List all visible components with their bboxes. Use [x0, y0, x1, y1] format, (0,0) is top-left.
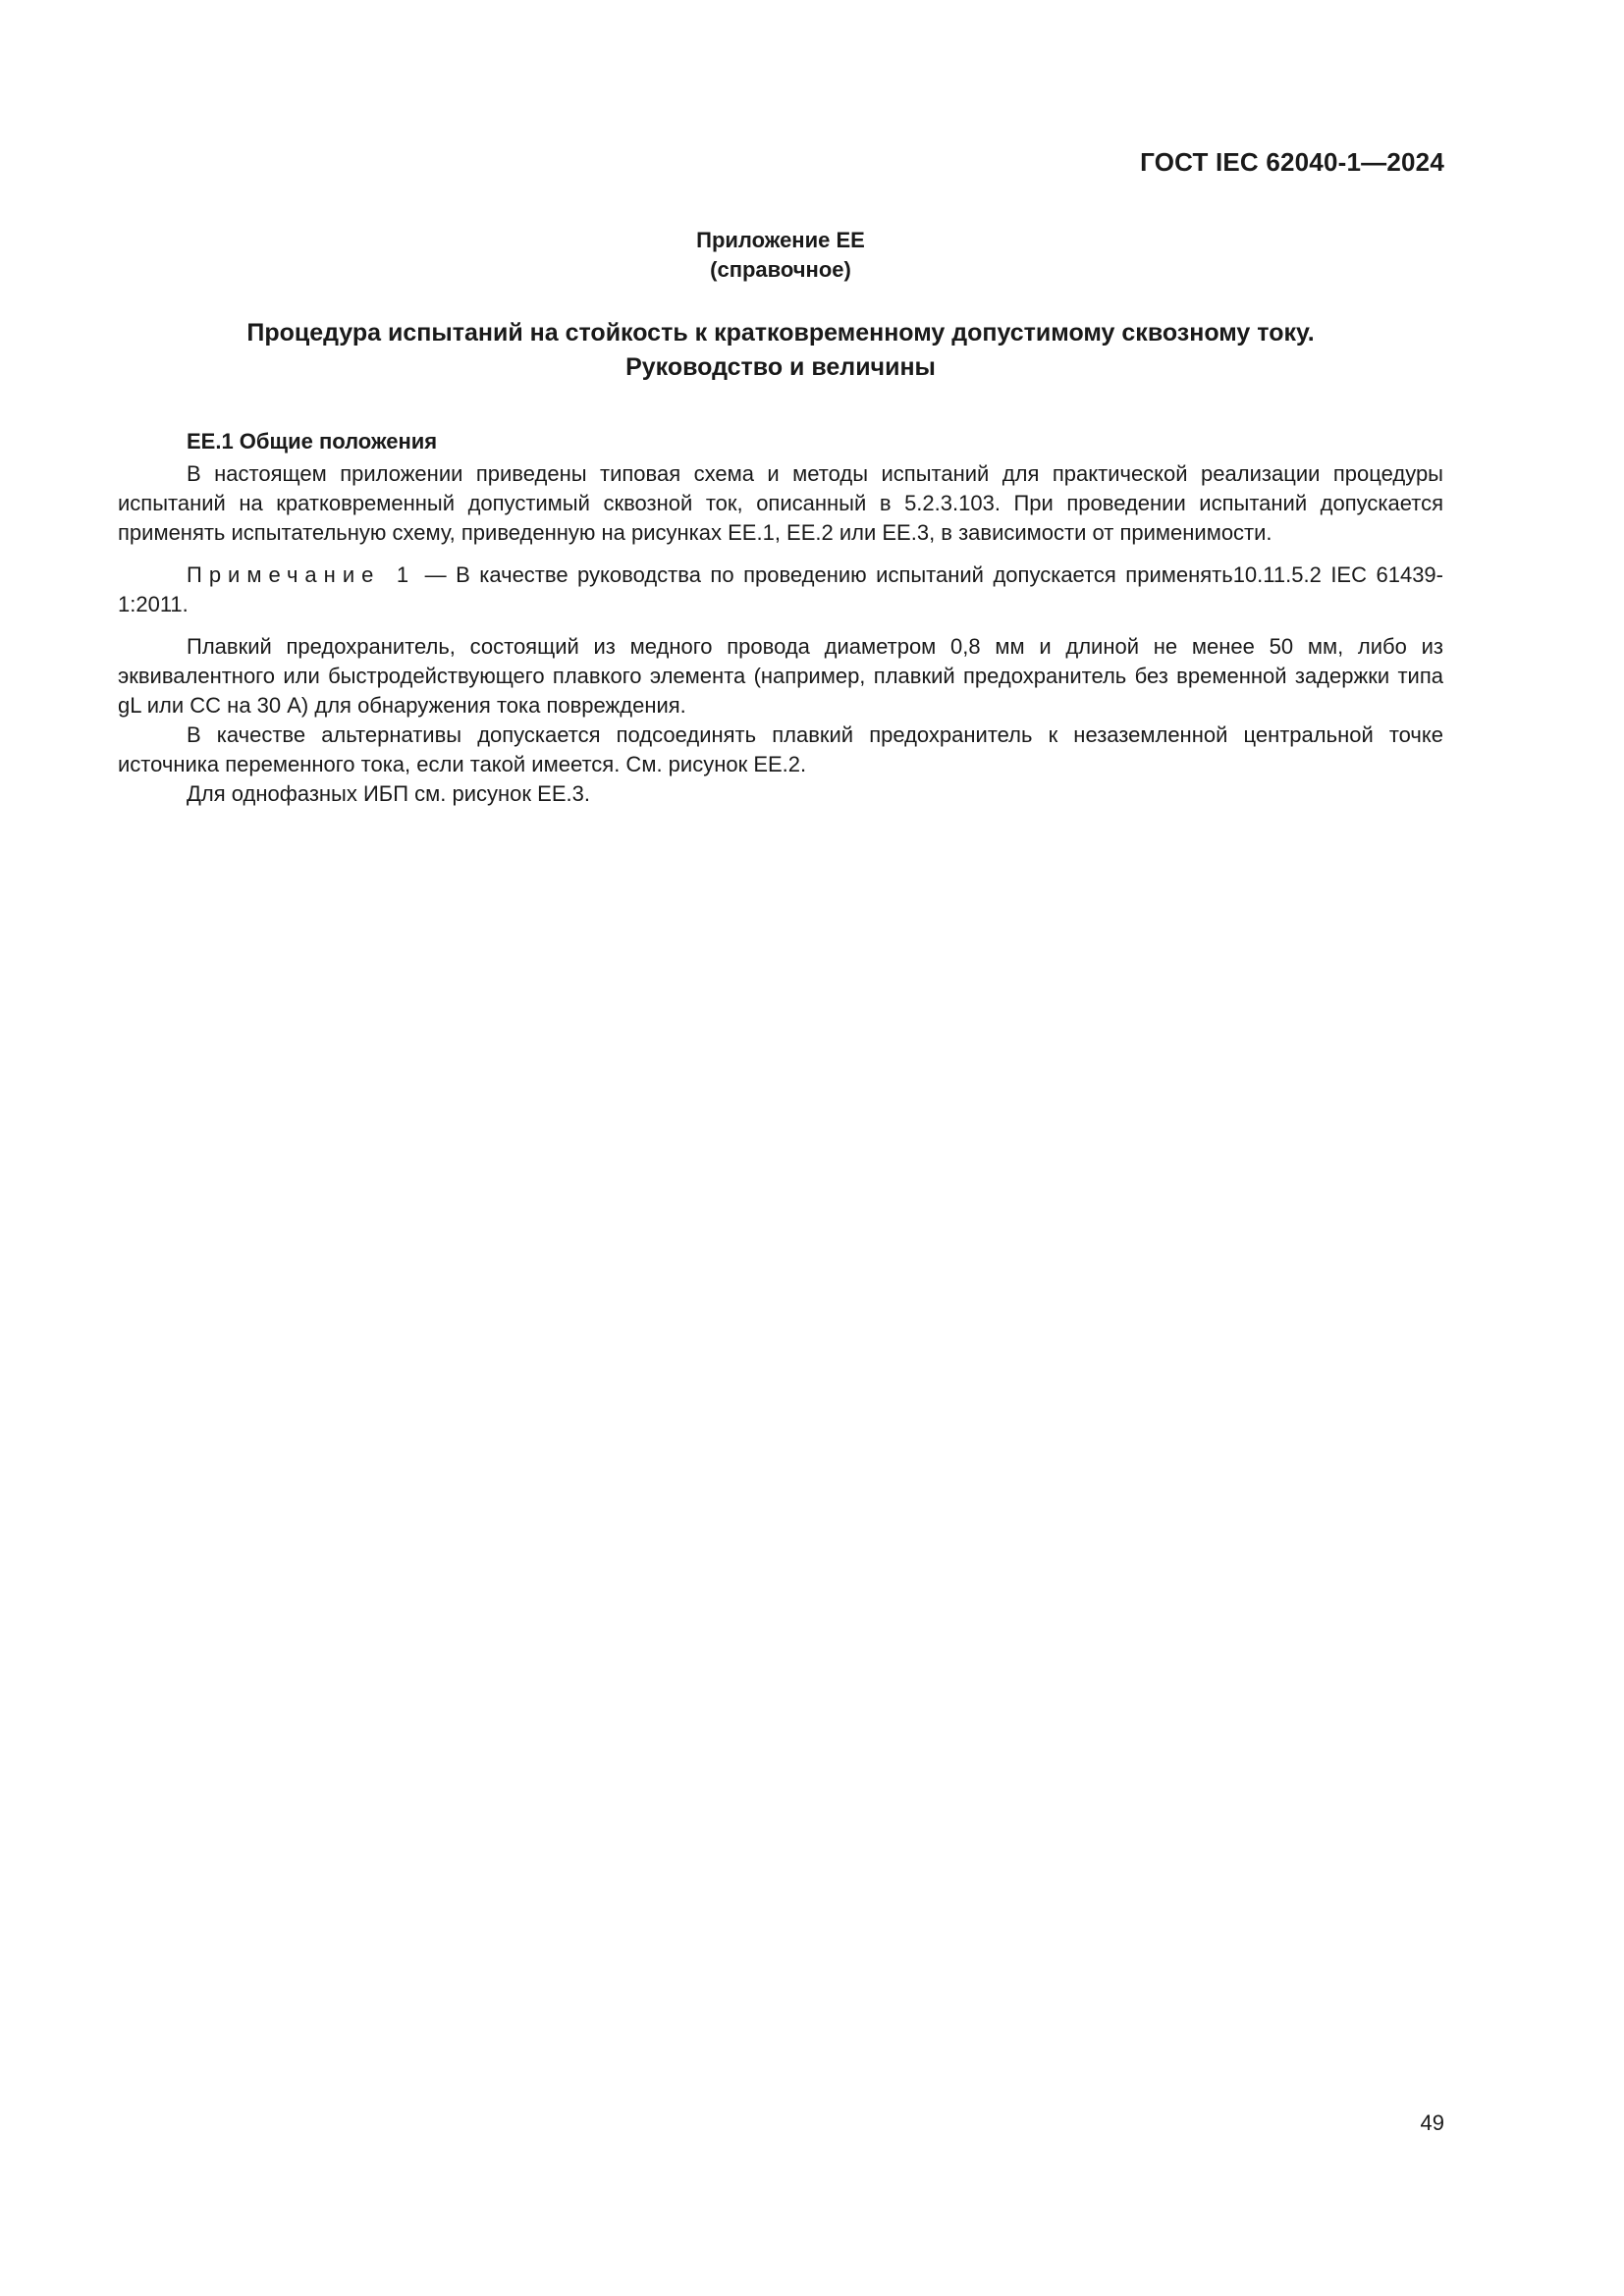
document-code: ГОСТ IEC 62040-1—2024 [1140, 147, 1444, 177]
appendix-title-line-1: Процедура испытаний на стойкость к кратковременному допустимому сквозному току. [246, 319, 1315, 347]
appendix-heading [118, 226, 1443, 285]
appendix-status: (справочное) [710, 257, 851, 282]
page-number: 49 [1420, 2110, 1444, 2135]
paragraph-fuse: Плавкий предохранитель, состоящий из медного провода диаметром 0,8 мм и длиной не менее 50 мм, либо из эквивалентного или быстродействующего плавкого элемента (например, плавкий предохранитель без временной задержки типа gL или CC на 30 A) для обнаружения тока повреждения. [118, 634, 1443, 718]
paragraph-single-phase: Для однофазных ИБП см. рисунок ЕЕ.3. [187, 781, 590, 806]
appendix-title [118, 316, 1443, 385]
section-content [118, 427, 1443, 809]
note-text: — В качестве руководства по проведению испытаний допускается применять10.11.5.2 IEC 61439-1:2011. [118, 562, 1443, 616]
appendix-label: Приложение ЕЕ [696, 228, 865, 252]
paragraph-intro: В настоящем приложении приведены типовая схема и методы испытаний для практической реализации процедуры испытаний на кратковременный допустимый сквозной ток, описанный в 5.2.3.103. При проведении испытаний допускается применять испытательную схему, приведенную на рисунках ЕЕ.1, ЕЕ.2 или ЕЕ.3, в зависимости от применимости. [118, 461, 1443, 545]
note-label: Примечание 1 [187, 562, 416, 587]
appendix-title-line-2: Руководство и величины [625, 353, 936, 381]
note-paragraph [118, 561, 1443, 619]
paragraph-alternative: В качестве альтернативы допускается подсоединять плавкий предохранитель к незаземленной центральной точке источника переменного тока, если такой имеется. См. рисунок ЕЕ.2. [118, 722, 1443, 776]
section-heading: ЕЕ.1 Общие положения [187, 429, 438, 454]
